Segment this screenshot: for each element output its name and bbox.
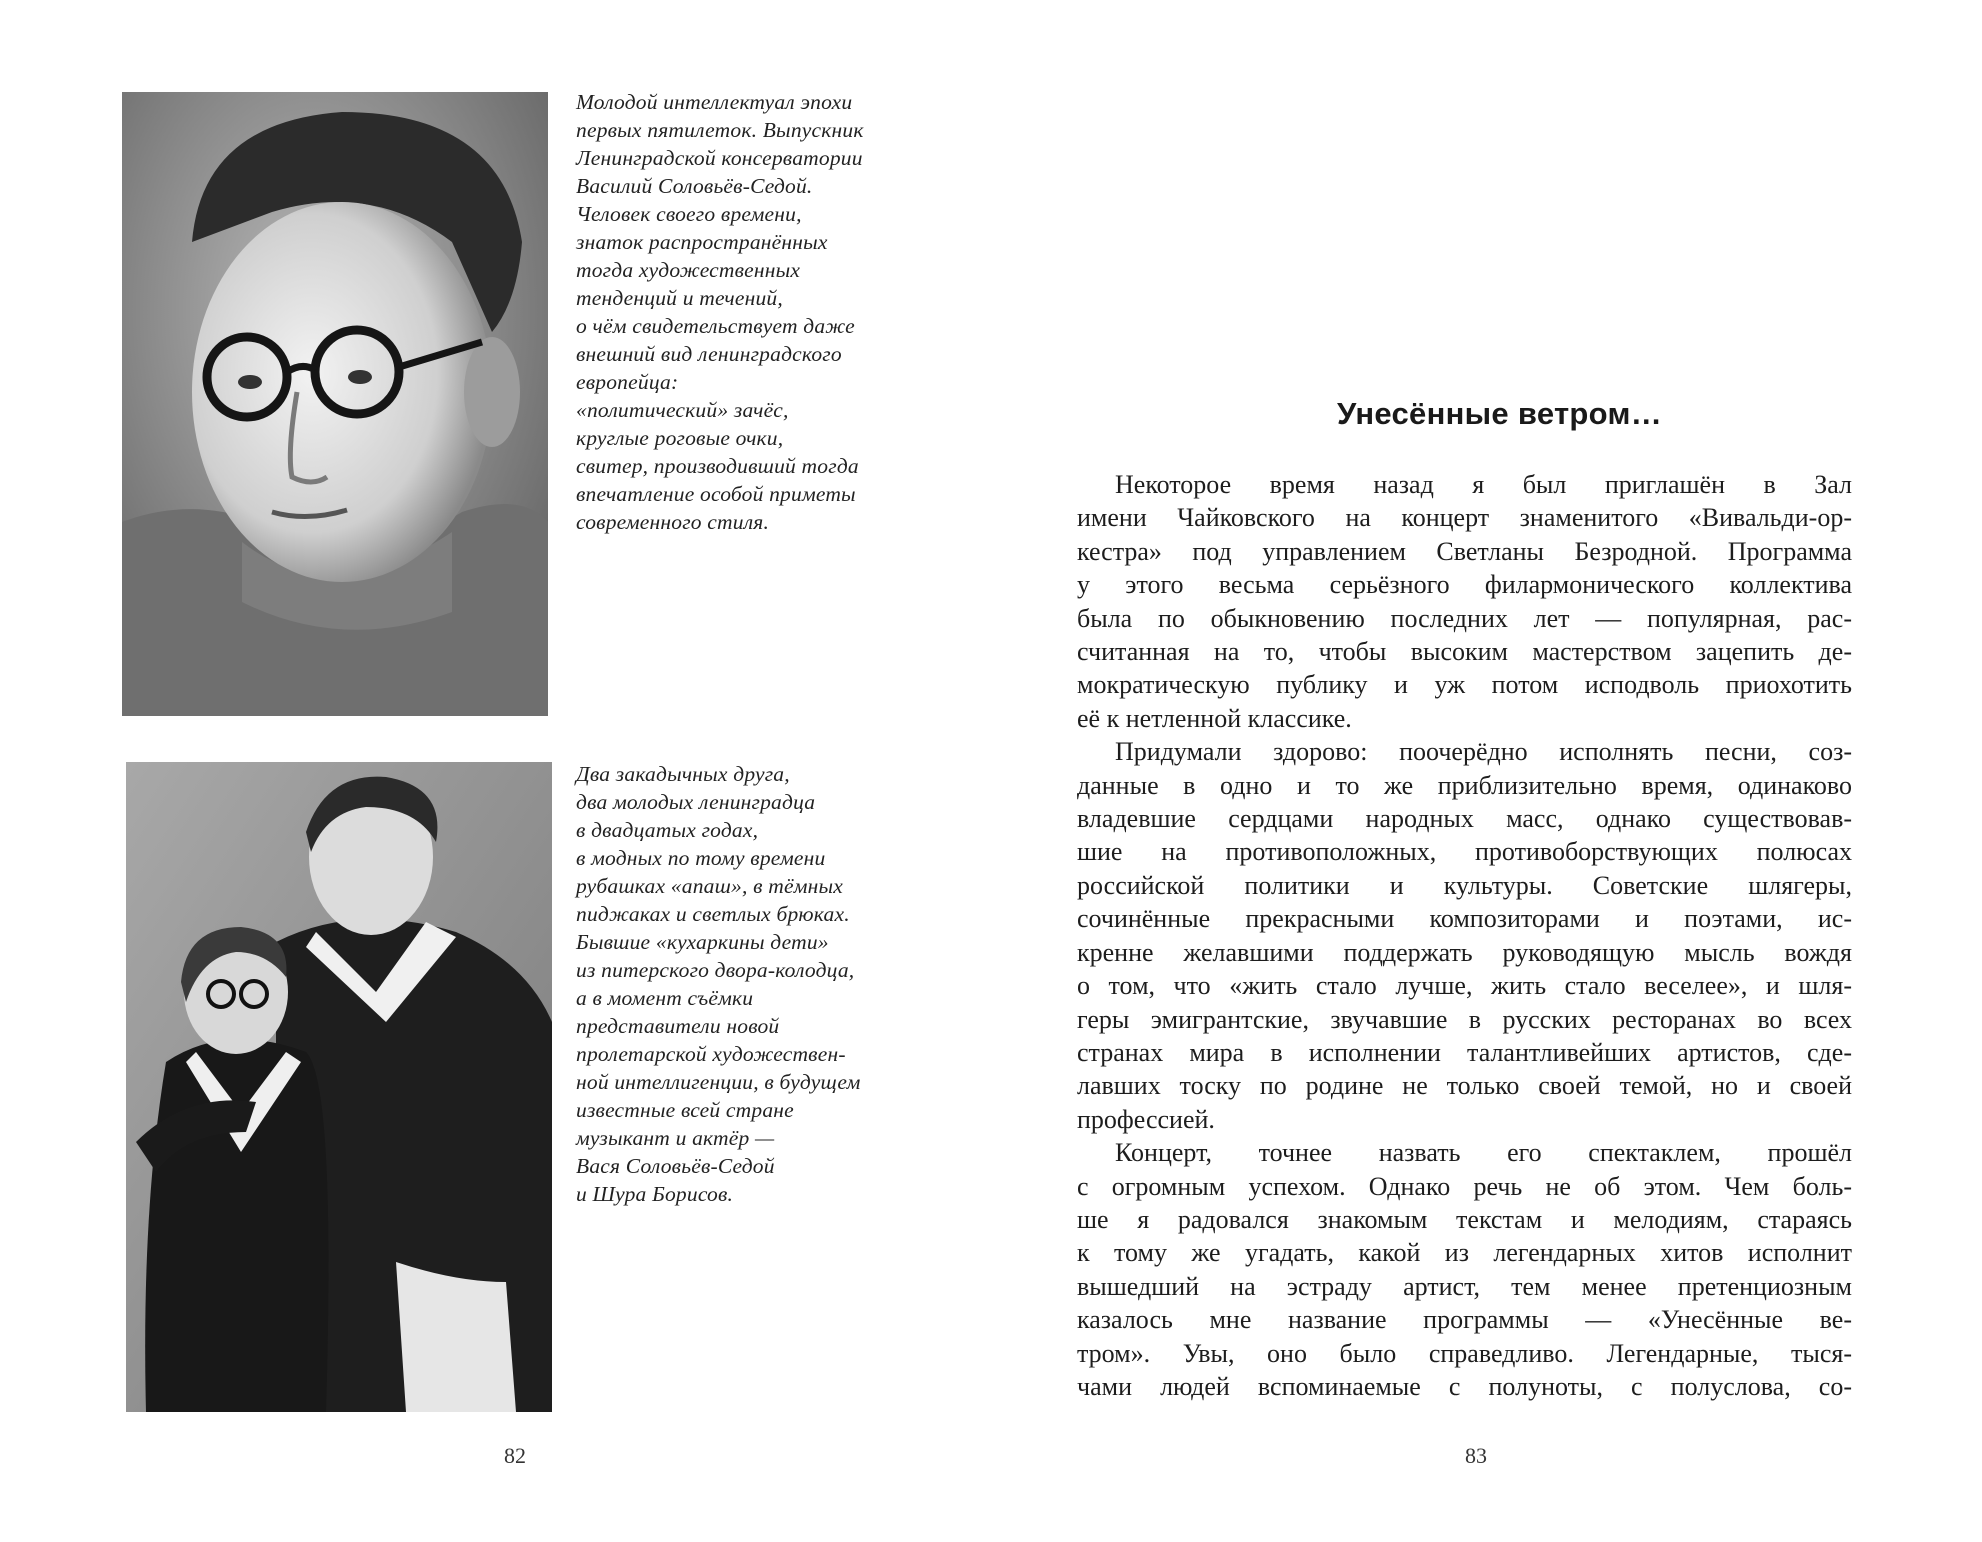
caption-line: свитер, производивший тогда	[576, 454, 859, 478]
body-line: Придумали здорово: поочерёдно исполнять песни, соз-	[1115, 737, 1852, 767]
caption-line: пролетарской художествен-	[576, 1042, 846, 1066]
friends-photo-image	[126, 762, 552, 1412]
body-line: её к нетленной классике.	[1077, 703, 1352, 733]
caption-line: внешний вид ленинградского	[576, 342, 842, 366]
body-line: ше я радовался знакомым текстам и мелодиям, стараясь	[1077, 1204, 1852, 1234]
friends-caption	[576, 760, 906, 1208]
caption-line: Два закадычных друга,	[576, 762, 790, 786]
body-line: считанная на то, чтобы высоким мастерством зацепить де-	[1077, 637, 1852, 667]
page-number-right: 83	[1465, 1443, 1487, 1468]
chapter-title: Унесённые ветром…	[1336, 396, 1663, 431]
caption-line: тогда художественных	[576, 258, 801, 282]
body-line: к тому же угадать, какой из легендарных хитов исполнит	[1077, 1238, 1852, 1268]
body-line: шие на противоположных, противоборствующих полюсах	[1077, 837, 1852, 867]
body-line: профессией.	[1077, 1104, 1215, 1134]
body-line: Некоторое время назад я был приглашён в Зал	[1115, 470, 1852, 499]
caption-line: и Шура Борисов.	[576, 1182, 734, 1206]
body-line: казалось мне название программы — «Унесённые ве-	[1077, 1305, 1852, 1335]
friends-photo	[126, 762, 552, 1412]
body-line: владевшие сердцами народных масс, однако существовав-	[1077, 804, 1852, 834]
caption-line: Бывшие «кухаркины дети»	[576, 930, 829, 954]
caption-line: Человек своего времени,	[576, 202, 802, 226]
portrait-photo	[122, 92, 548, 716]
caption-line: рубашках «апаш», в тёмных	[576, 874, 843, 898]
caption-line: Василий Соловьёв-Седой.	[576, 174, 813, 198]
caption-line: «политический» зачёс,	[576, 398, 789, 422]
caption-line: впечатление особой приметы	[576, 482, 856, 506]
caption-line: о чём свидетельствует даже	[576, 314, 855, 338]
caption-line: музыкант и актёр —	[576, 1126, 775, 1150]
caption-line: Молодой интеллектуал эпохи	[576, 90, 853, 114]
right-page	[991, 0, 1982, 1542]
body-line: сочинённые прекрасными композиторами и поэтами, ис-	[1077, 904, 1852, 934]
caption-line: Ленинградской консерватории	[576, 146, 863, 170]
body-line: мократическую публику и уж потом исподволь приохотить	[1077, 670, 1852, 700]
caption-line: представители новой	[576, 1014, 780, 1038]
caption-line: известные всей стране	[576, 1098, 794, 1122]
caption-line: первых пятилеток. Выпускник	[576, 118, 864, 142]
body-line: кренне желавшими поддержать руководящую мысль вождя	[1077, 937, 1852, 967]
body-line: данные в одно и то же приблизительно время, одинаково	[1077, 770, 1852, 800]
body-line: кестра» под управлением Светланы Безродной. Программа	[1077, 536, 1852, 566]
body-line: лавших тоску по родине не только своей темой, но и своей	[1077, 1071, 1852, 1101]
body-line: чами людей вспоминаемые с полуноты, с полуслова, со-	[1077, 1371, 1852, 1401]
body-line: тром». Увы, оно было справедливо. Легендарные, тыся-	[1077, 1338, 1852, 1368]
caption-line: европейца:	[576, 370, 679, 394]
portrait-photo-image	[122, 92, 548, 716]
caption-line: Вася Соловьёв-Седой	[576, 1154, 775, 1178]
page-number-left: 82	[504, 1443, 526, 1468]
body-line: с огромным успехом. Однако речь не об этом. Чем боль-	[1077, 1171, 1852, 1201]
body-line: странах мира в исполнении талантливейших артистов, сде-	[1077, 1037, 1852, 1067]
body-line: вышедший на эстраду артист, тем менее претенциозным	[1077, 1271, 1852, 1301]
caption-line: в модных по тому времени	[576, 846, 826, 870]
body-line: российской политики и культуры. Советские шлягеры,	[1077, 870, 1852, 900]
caption-line: знаток распространённых	[576, 230, 828, 254]
body-line: геры эмигрантские, звучавшие в русских ресторанах во всех	[1077, 1004, 1852, 1034]
body-line: была по обыкновению последних лет — популярная, рас-	[1077, 603, 1852, 633]
caption-line: а в момент съёмки	[576, 986, 754, 1010]
caption-line: в двадцатых годах,	[576, 818, 759, 842]
caption-line: ной интеллигенции, в будущем	[576, 1070, 861, 1094]
caption-line: тенденций и течений,	[576, 286, 783, 310]
body-line: у этого весьма серьёзного филармонического коллектива	[1077, 570, 1852, 600]
caption-line: два молодых ленинградца	[576, 790, 816, 814]
caption-line: пиджаках и светлых брюках.	[576, 902, 850, 926]
caption-line: круглые роговые очки,	[576, 426, 784, 450]
body-line: о том, что «жить стало лучше, жить стало веселее», и шля-	[1077, 971, 1852, 1001]
body-line: Концерт, точнее назвать его спектаклем, прошёл	[1115, 1138, 1852, 1168]
portrait-caption	[576, 88, 906, 536]
caption-line: современного стиля.	[576, 510, 770, 534]
body-text	[1077, 468, 1852, 1403]
caption-line: из питерского двора-колодца,	[576, 958, 855, 982]
body-line: имени Чайковского на концерт знаменитого «Вивальди-ор-	[1077, 503, 1852, 533]
